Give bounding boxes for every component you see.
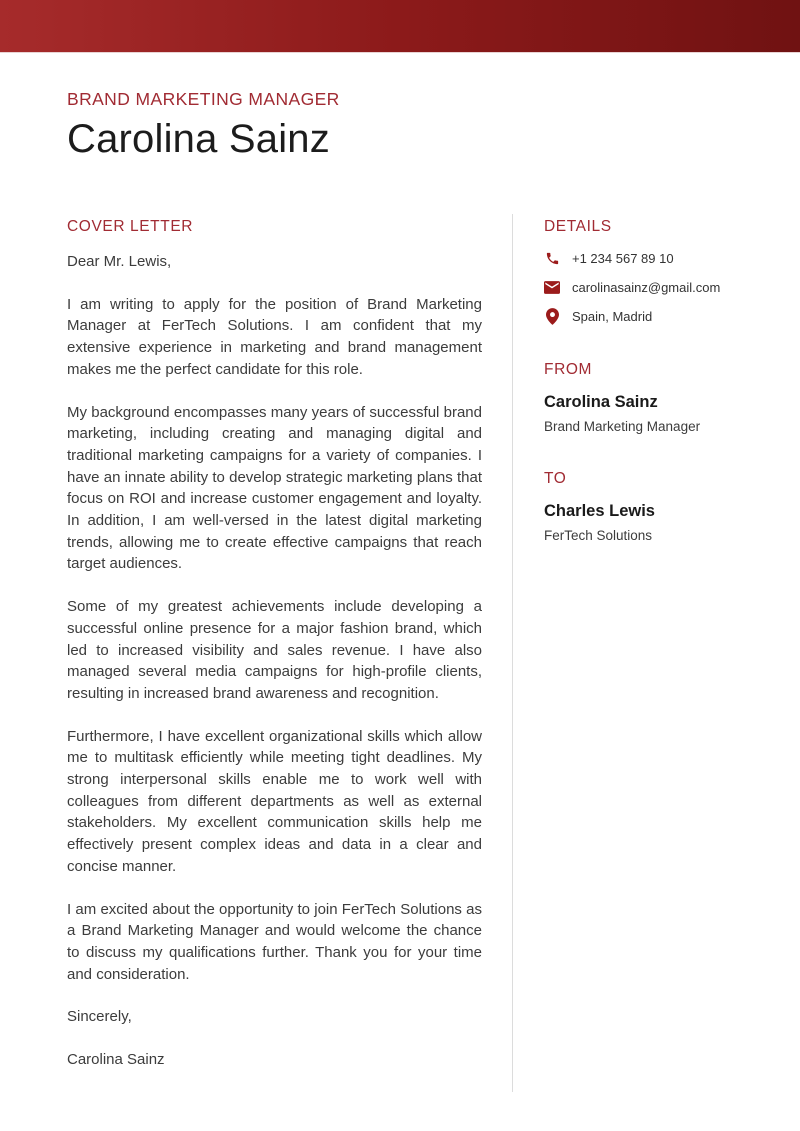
to-block <box>544 470 733 543</box>
phone-number: +1 234 567 89 10 <box>572 250 674 266</box>
job-title: BRAND MARKETING MANAGER <box>67 89 340 109</box>
header-accent-band <box>0 0 800 53</box>
closing: Sincerely, <box>67 1008 132 1026</box>
email-icon <box>544 279 560 295</box>
letter-paragraph: I am excited about the opportunity to join FerTech Solutions as a Brand Marketing Manager and would welcome the chance to discuss my qualifications further. Thank you for your time and consideration. <box>67 900 482 983</box>
location-icon <box>544 308 560 324</box>
email-address: carolinasainz@gmail.com <box>572 279 721 295</box>
to-subtitle: FerTech Solutions <box>544 528 653 543</box>
cover-letter-heading: COVER LETTER <box>67 218 194 235</box>
contact-list <box>544 250 733 324</box>
details-heading: DETAILS <box>544 218 612 235</box>
from-block <box>544 361 733 434</box>
from-name: Carolina Sainz <box>544 393 658 411</box>
letter-paragraph: Furthermore, I have excellent organizational skills which allow me to multitask efficiently while meeting tight deadlines. My strong interpersonal skills enable me to work well with colleagues from different departments as well as external stakeholders. My excellent communication skills help me effectively present complex ideas and data in a clear and concise manner. <box>67 727 482 875</box>
letter-paragraph: My background encompasses many years of successful brand marketing, including creating and managing digital and traditional marketing campaigns for a variety of companies. I have an innate ability to develop strategic marketing plans that focus on ROI and increase customer engagement and loyalty. In addition, I am well-versed in the latest digital marketing trends, allowing me to create effective campaigns that reach target audiences. <box>67 403 482 573</box>
person-name: Carolina Sainz <box>67 117 330 161</box>
to-heading: TO <box>544 470 567 487</box>
salutation: Dear Mr. Lewis, <box>67 253 172 270</box>
contact-row-email <box>544 279 733 295</box>
contact-row-phone <box>544 250 733 266</box>
cover-letter-section <box>67 218 482 1092</box>
phone-icon <box>544 250 560 266</box>
from-heading: FROM <box>544 361 593 378</box>
contact-row-location <box>544 308 733 324</box>
letter-paragraph: Some of my greatest achievements include developing a successful online presence for a major fashion brand, which led to increased visibility and sales revenue. I have also managed several media campaigns for high-profile clients, resulting in increased brand awareness and recognition. <box>67 598 482 702</box>
sidebar <box>513 218 733 1092</box>
from-subtitle: Brand Marketing Manager <box>544 419 701 434</box>
letter-paragraph: I am writing to apply for the position of Brand Marketing Manager at FerTech Solutions. I am confident that my extensive experience in marketing and brand management makes me the perfect candidate for this role. <box>67 295 482 378</box>
to-name: Charles Lewis <box>544 502 655 520</box>
document-body <box>67 218 733 1092</box>
signature-name: Carolina Sainz <box>67 1051 165 1069</box>
location-text: Spain, Madrid <box>572 308 653 324</box>
document-header <box>67 89 733 162</box>
